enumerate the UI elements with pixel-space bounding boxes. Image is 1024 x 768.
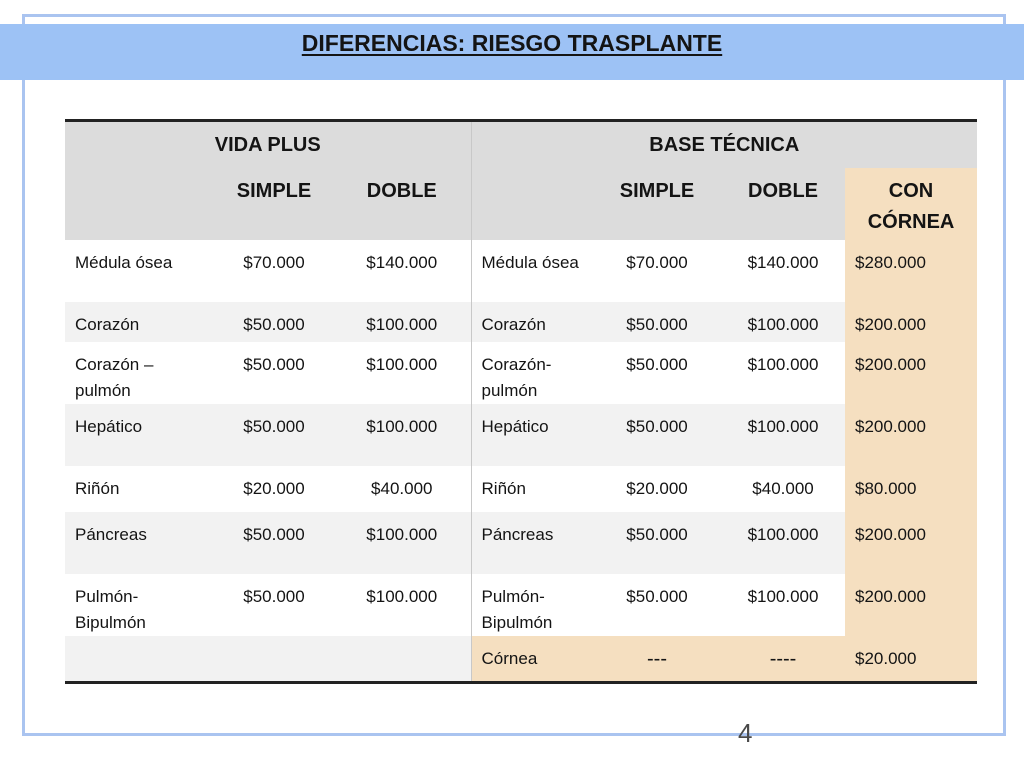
base-tecnica-doble-cell: ---- [721,636,845,682]
vida-plus-simple-cell [215,636,333,682]
vida-plus-doble-cell: $40.000 [371,479,433,498]
vida-plus-label-cell: Corazón – pulmón [75,355,154,400]
vida-plus-simple-cell: $50.000 [215,512,333,574]
base-tecnica-doble-cell: $100.000 [747,587,819,606]
table-row [65,636,977,682]
base-tecnica-simple-cell: $50.000 [593,404,721,466]
vida-plus-label-cell: Hepático [65,404,215,466]
base-tecnica-simple-cell: $20.000 [626,479,688,498]
vida-plus-label-cell: Médula ósea [75,253,173,272]
base-tecnica-cornea-cell: $20.000 [845,636,977,682]
vida-plus-simple-cell: $50.000 [215,404,333,466]
base-tecnica-cornea-cell: $80.000 [845,466,977,512]
base-tecnica-label-cell: Pulmón-Bipulmón [471,574,593,636]
table-row [65,302,977,342]
base-tecnica-doble-cell: $140.000 [747,253,819,272]
base-tecnica-cornea-cell: $200.000 [845,404,977,466]
base-tecnica-simple-cell: $70.000 [626,253,688,272]
base-tecnica-doble-cell: $100.000 [721,404,845,466]
base-tecnica-simple-cell: $50.000 [593,512,721,574]
header-bt-doble: DOBLE [721,168,845,240]
table-row [65,404,977,466]
group-header-vida-plus: VIDA PLUS [65,121,471,169]
vida-plus-doble-cell: $100.000 [366,355,438,374]
base-tecnica-label-cell: Córnea [471,636,593,682]
base-tecnica-cornea-cell: $200.000 [845,342,977,404]
base-tecnica-doble-cell: $100.000 [721,302,845,342]
table-row [65,466,977,512]
table-row [65,342,977,404]
vida-plus-doble-cell: $100.000 [333,302,471,342]
table-row [65,512,977,574]
table-row [65,240,977,302]
base-tecnica-cornea-cell: $200.000 [845,512,977,574]
header-bt-con-cornea: CON CÓRNEA [845,168,977,240]
page-number: 4 [738,718,753,748]
base-tecnica-label-cell: Corazón [471,302,593,342]
group-header-base-tecnica: BASE TÉCNICA [471,121,977,169]
vida-plus-simple-cell: $50.000 [243,587,305,606]
vida-plus-doble-cell: $100.000 [333,404,471,466]
vida-plus-doble-cell: $140.000 [366,253,438,272]
base-tecnica-doble-cell: $40.000 [752,479,814,498]
base-tecnica-doble-cell: $100.000 [721,512,845,574]
slide-title: DIFERENCIAS: RIESGO TRASPLANTE [301,30,723,56]
base-tecnica-label-cell: Corazón-pulmón [471,342,593,404]
vida-plus-label-cell: Pulmón-Bipulmón [75,587,146,632]
base-tecnica-label-cell: Médula ósea [471,240,593,302]
table-row [65,574,977,636]
base-tecnica-doble-cell: $100.000 [747,355,819,374]
comparison-table [65,119,977,684]
vida-plus-doble-cell [333,636,471,682]
header-vp-simple: SIMPLE [215,168,333,240]
vida-plus-doble-cell: $100.000 [333,512,471,574]
base-tecnica-cornea-cell: $200.000 [845,574,977,636]
base-tecnica-simple-cell: $50.000 [626,587,688,606]
column-header-row [65,168,977,240]
base-tecnica-cornea-cell: $200.000 [845,302,977,342]
base-tecnica-label-cell: Páncreas [471,512,593,574]
base-tecnica-cornea-cell: $280.000 [845,240,977,302]
header-bt-simple: SIMPLE [593,168,721,240]
base-tecnica-label-cell: Hepático [471,404,593,466]
base-tecnica-simple-cell: $50.000 [626,355,688,374]
base-tecnica-simple-cell: $50.000 [593,302,721,342]
vida-plus-label-cell: Páncreas [65,512,215,574]
vida-plus-label-cell: Corazón [65,302,215,342]
header-empty-cell [471,168,593,240]
header-empty-cell [65,168,215,240]
vida-plus-simple-cell: $20.000 [243,479,305,498]
base-tecnica-label-cell: Riñón [471,466,593,512]
group-header-row [65,121,977,169]
vida-plus-label-cell [65,636,215,682]
base-tecnica-simple-cell: --- [593,636,721,682]
vida-plus-simple-cell: $50.000 [215,302,333,342]
vida-plus-doble-cell: $100.000 [366,587,438,606]
vida-plus-label-cell: Riñón [75,479,120,498]
vida-plus-simple-cell: $70.000 [243,253,305,272]
header-vp-doble: DOBLE [333,168,471,240]
vida-plus-simple-cell: $50.000 [243,355,305,374]
